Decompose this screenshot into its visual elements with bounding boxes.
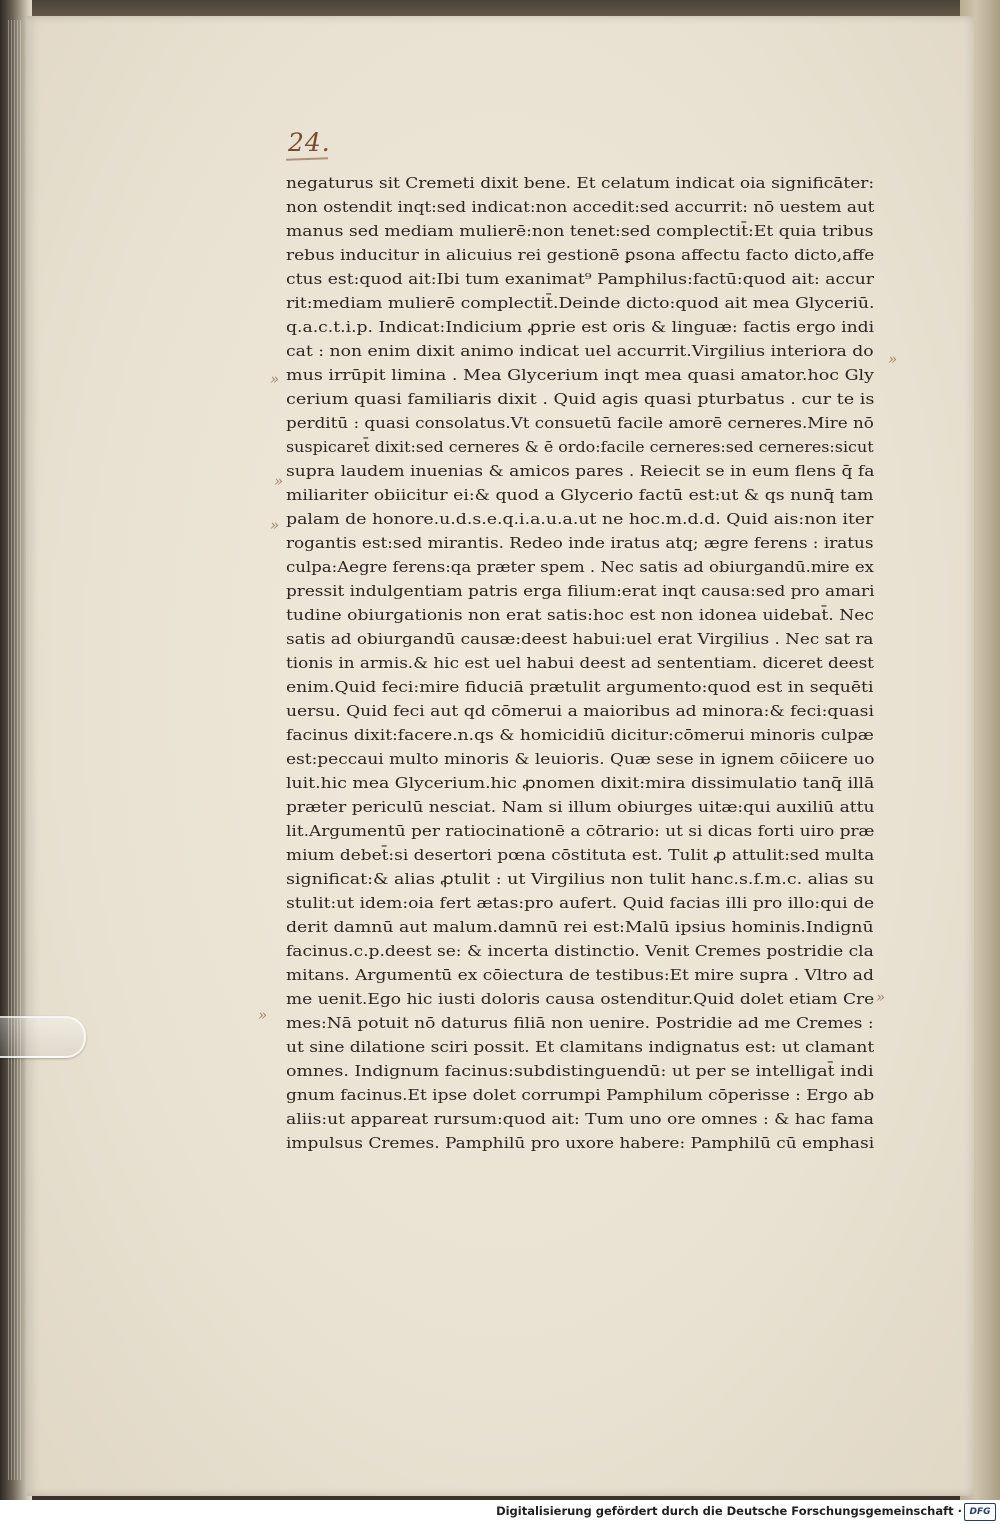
text-line: cerium quasi familiaris dixit . Quid agis quasi pturbatus . cur te is (286, 390, 875, 408)
text-line: cat : non enim dixit animo indicat uel accurrit.Virgilius interiora do (286, 342, 874, 360)
text-line: rogantis est:sed mirantis. Redeo inde iratus atq; ægre ferens : iratus (286, 534, 874, 552)
text-line: est:peccaui multo minoris & leuioris. Quæ sese in ignem cōiicere uo (286, 750, 875, 768)
dfg-logo: DFG (964, 1503, 996, 1521)
text-line: miliariter obiicitur ei:& quod a Glycerio factū est:ut & qs nunq̄ tam (286, 486, 874, 504)
text-line: culpa:Aegre ferens:qa præter spem . Nec satis ad obiurgandū.mire ex (286, 558, 874, 576)
folio-number: 24. (288, 128, 331, 157)
text-line: ut sine dilatione sciri possit. Et clamitans indignatus est: ut clamant (286, 1038, 875, 1056)
funding-credit: Digitalisierung gefördert durch die Deutsche Forschungsgemeinschaft · (496, 1504, 962, 1518)
text-line: derit damnū aut malum.damnū rei est:Malū ipsius hominis.Indignū (286, 918, 874, 936)
text-line: negaturus sit Cremeti dixit bene. Et celatum indicat oia significāter: (286, 174, 875, 192)
text-line: me uenit.Ego hic iusti doloris causa ostenditur.Quid dolet etiam Cre (286, 990, 875, 1008)
text-line: omnes. Indignum facinus:subdistinguendū: ut per se intelligat̄ indi (286, 1062, 874, 1080)
bookmark-clip (0, 1016, 86, 1058)
text-line: mes:Nā potuit nō daturus filiā non uenire. Postridie ad me Cremes : (286, 1014, 874, 1032)
text-line: satis ad obiurgandū causæ:deest habui:uel erat Virgilius . Nec sat ra (286, 630, 874, 648)
text-line: rebus inducitur in alicuius rei gestionē ꝑsona affectu facto dicto,affe (286, 246, 875, 264)
text-line: perditū : quasi consolatus.Vt consuetū facile amorē cerneres.Mire nō (286, 414, 874, 432)
text-line: mus irrūpit limina . Mea Glycerium inqt mea quasi amator.hoc Gly (286, 366, 874, 384)
text-line: aliis:ut appareat rursum:quod ait: Tum uno ore omnes : & hac fama (286, 1110, 874, 1128)
text-line: mitans. Argumentū ex cōiectura de testibus:Et mire supra . Vltro ad (286, 966, 874, 984)
margin-mark: » (270, 370, 280, 388)
text-line: ctus est:quod ait:Ibi tum exanimat⁹ Pamphilus:factū:quod ait: accur (286, 270, 874, 288)
text-line: mium debet̄:si desertori pœna cōstituta est. Tulit ꝓ attulit:sed multa (286, 846, 875, 864)
text-line: enim.Quid feci:mire fiduciā prætulit argumento:quod est in sequēti (286, 678, 874, 696)
text-line: facinus dixit:facere.n.qs & homicidiū dicitur:cōmerui minoris culpæ (286, 726, 874, 744)
text-line: præter periculū nesciat. Nam si illum obiurges uitæ:qui auxiliū attu (286, 798, 875, 816)
text-line: rit:mediam mulierē complectit̄.Deinde dicto:quod ait mea Glyceriū. (286, 294, 875, 312)
text-line: lit.Argumentū per ratiocinationē a cōtrario: ut si dicas forti uiro præ (286, 822, 875, 840)
text-line: luit.hic mea Glycerium.hic ꝓnomen dixit:mira dissimulatio tanq̄ illā (286, 774, 875, 792)
text-line: impulsus Cremes. Pamphilū pro uxore habere: Pamphilū cū emphasi (286, 1134, 875, 1152)
margin-mark: » (270, 516, 280, 534)
margin-mark: » (876, 988, 886, 1006)
text-line: tudine obiurgationis non erat satis:hoc est non idonea uidebat̄. Nec (286, 606, 875, 624)
text-line: gnum facinus.Et ipse dolet corrumpi Pamphilum cōperisse : Ergo ab (286, 1086, 875, 1104)
text-line: q.a.c.t.i.p. Indicat:Indicium ꝓprie est oris & linguæ: factis ergo indi (286, 318, 875, 336)
text-line: facinus.c.p.deest se: & incerta distinctio. Venit Cremes postridie cla (286, 942, 874, 960)
text-line: pressit indulgentiam patris erga filium:erat inqt causa:sed pro amari (286, 582, 875, 600)
text-line: supra laudem inuenias & amicos pares . Reiecit se in eum flens q̄ fa (286, 462, 875, 480)
text-line: manus sed mediam mulierē:non tenet:sed complectit̄:Et quia tribus (286, 222, 874, 240)
text-line: stulit:ut idem:oia fert ætas:pro aufert. Quid facias illi pro illo:qui de (286, 894, 875, 912)
margin-mark: » (274, 472, 284, 490)
text-line: suspicaret̄ dixit:sed cerneres & ē ordo:facile cerneres:sed cerneres:sicut (286, 438, 874, 456)
margin-mark: » (888, 350, 898, 368)
text-line: tionis in armis.& hic est uel habui deest ad sententiam. diceret deest (286, 654, 874, 672)
margin-mark: » (258, 1006, 268, 1024)
text-line: palam de honore.u.d.s.e.q.i.a.u.a.ut ne hoc.m.d.d. Quid ais:non iter (286, 510, 874, 528)
text-line: significat:& alias ꝓtulit : ut Virgilius non tulit hanc.s.f.m.c. alias su (286, 870, 875, 888)
page-edges (8, 20, 22, 1480)
text-line: uersu. Quid feci aut qd cōmerui a maioribus ad minora:& feci:quasi (286, 702, 874, 720)
text-line: non ostendit inqt:sed indicat:non accedit:sed accurrit: nō uestem aut (286, 198, 875, 216)
